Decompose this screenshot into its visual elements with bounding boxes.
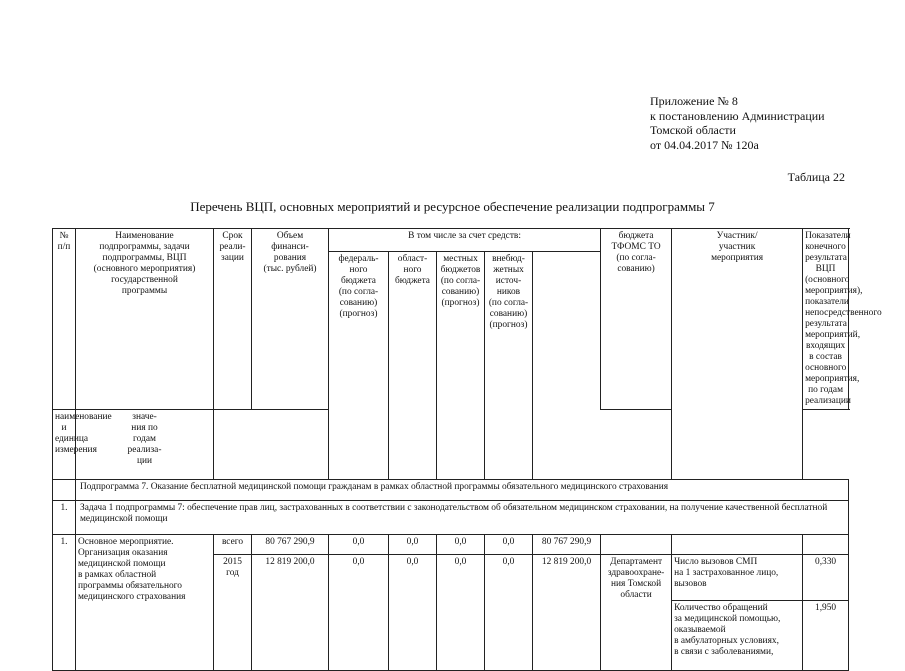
- activity-name: Основное мероприятие. Организация оказания медицинской помощи в рамках областной программы обязательного медицинского страхования: [76, 535, 214, 671]
- year-2015-volume: 12 819 200,0: [252, 555, 329, 671]
- task-number: 1.: [53, 501, 76, 535]
- year-2015-regional: 0,0: [389, 555, 437, 671]
- col-header-ind-name: наименование и единица измерения: [53, 410, 76, 480]
- year-2015-local: 0,0: [437, 555, 485, 671]
- col-header-extra: внебюд- жетных источ- ников (по согла- сованию) (прогноз): [485, 252, 533, 480]
- appendix-line: от 04.04.2017 № 120а: [650, 137, 759, 152]
- col-header-term: Срок реали- зации: [214, 229, 252, 410]
- indicator-name: Количество обращений за медицинской помощью, оказываемой в амбулаторных условиях, в связи с заболеваниями,: [672, 601, 803, 671]
- col-header-indicators: Показатели конечного результата ВЦП (основного мероприятия), показатели непосредственного результата мероприятий, входящих в состав основного мероприятия, по годам реализации: [803, 229, 849, 410]
- total-term: всего: [214, 535, 252, 555]
- col-header-name: Наименование подпрограммы, задачи подпрограммы, ВЦП (основного мероприятия) государственной программы: [76, 229, 214, 410]
- col-header-participant: Участник/ участник мероприятия: [672, 229, 803, 480]
- total-federal: 0,0: [329, 535, 389, 555]
- total-ind-value-empty: [803, 535, 849, 555]
- total-extra: 0,0: [485, 535, 533, 555]
- subprogram-row: Подпрограмма 7. Оказание бесплатной медицинской помощи гражданам в рамках областной программы обязательного медицинского страхования: [76, 480, 849, 501]
- appendix-line: Приложение № 8: [650, 94, 738, 108]
- task-row: Задача 1 подпрограммы 7: обеспечение прав лиц, застрахованных в соответствии с законодательством об обязательном медицинском страховании, на получение качественной бесплатной медицинской помощи: [76, 501, 849, 535]
- cell-empty: [53, 480, 76, 501]
- col-header-local: местных бюджетов (по согла- сованию) (прогноз): [437, 252, 485, 480]
- year-2015-extra: 0,0: [485, 555, 533, 671]
- appendix-block: [650, 94, 825, 152]
- total-volume: 80 767 290,9: [252, 535, 329, 555]
- appendix-line: к постановлению Администрации: [650, 108, 825, 123]
- col-header-ind-value: значе- ния по годам реализа- ции: [76, 410, 214, 480]
- total-tfoms: 80 767 290,9: [533, 535, 601, 555]
- col-header-volume: Объем финанси- рования (тыс. рублей): [252, 229, 329, 410]
- total-regional: 0,0: [389, 535, 437, 555]
- resource-table: [52, 228, 882, 671]
- col-header-federal: федераль- ного бюджета (по согла- сованию) (прогноз): [329, 252, 389, 480]
- year-2015-federal: 0,0: [329, 555, 389, 671]
- indicator-value: 0,330: [803, 555, 849, 601]
- indicator-name: Число вызовов СМП на 1 застрахованное лицо, вызовов: [672, 555, 803, 601]
- col-header-num: № п/п: [53, 229, 76, 410]
- total-ind-name-empty: [672, 535, 803, 555]
- col-header-regional: област- ного бюджета: [389, 252, 437, 480]
- indicator-value: 1,950: [803, 601, 849, 671]
- total-participant-empty: [601, 535, 672, 555]
- appendix-line: Томской области: [650, 123, 736, 137]
- year-2015-tfoms: 12 819 200,0: [533, 555, 601, 671]
- year-2015-participant: Департамент здравоохране- ния Томской области: [601, 555, 672, 671]
- activity-number: 1.: [53, 535, 76, 671]
- table-number: Таблица 22: [787, 170, 845, 184]
- col-header-tfoms: бюджета ТФОМС ТО (по согла- сованию): [601, 229, 672, 410]
- year-2015-term: 2015 год: [214, 555, 252, 671]
- total-local: 0,0: [437, 535, 485, 555]
- col-header-sources: В том числе за счет средств:: [329, 229, 601, 252]
- document-title: Перечень ВЦП, основных мероприятий и ресурсное обеспечение реализации подпрограммы 7: [190, 199, 715, 214]
